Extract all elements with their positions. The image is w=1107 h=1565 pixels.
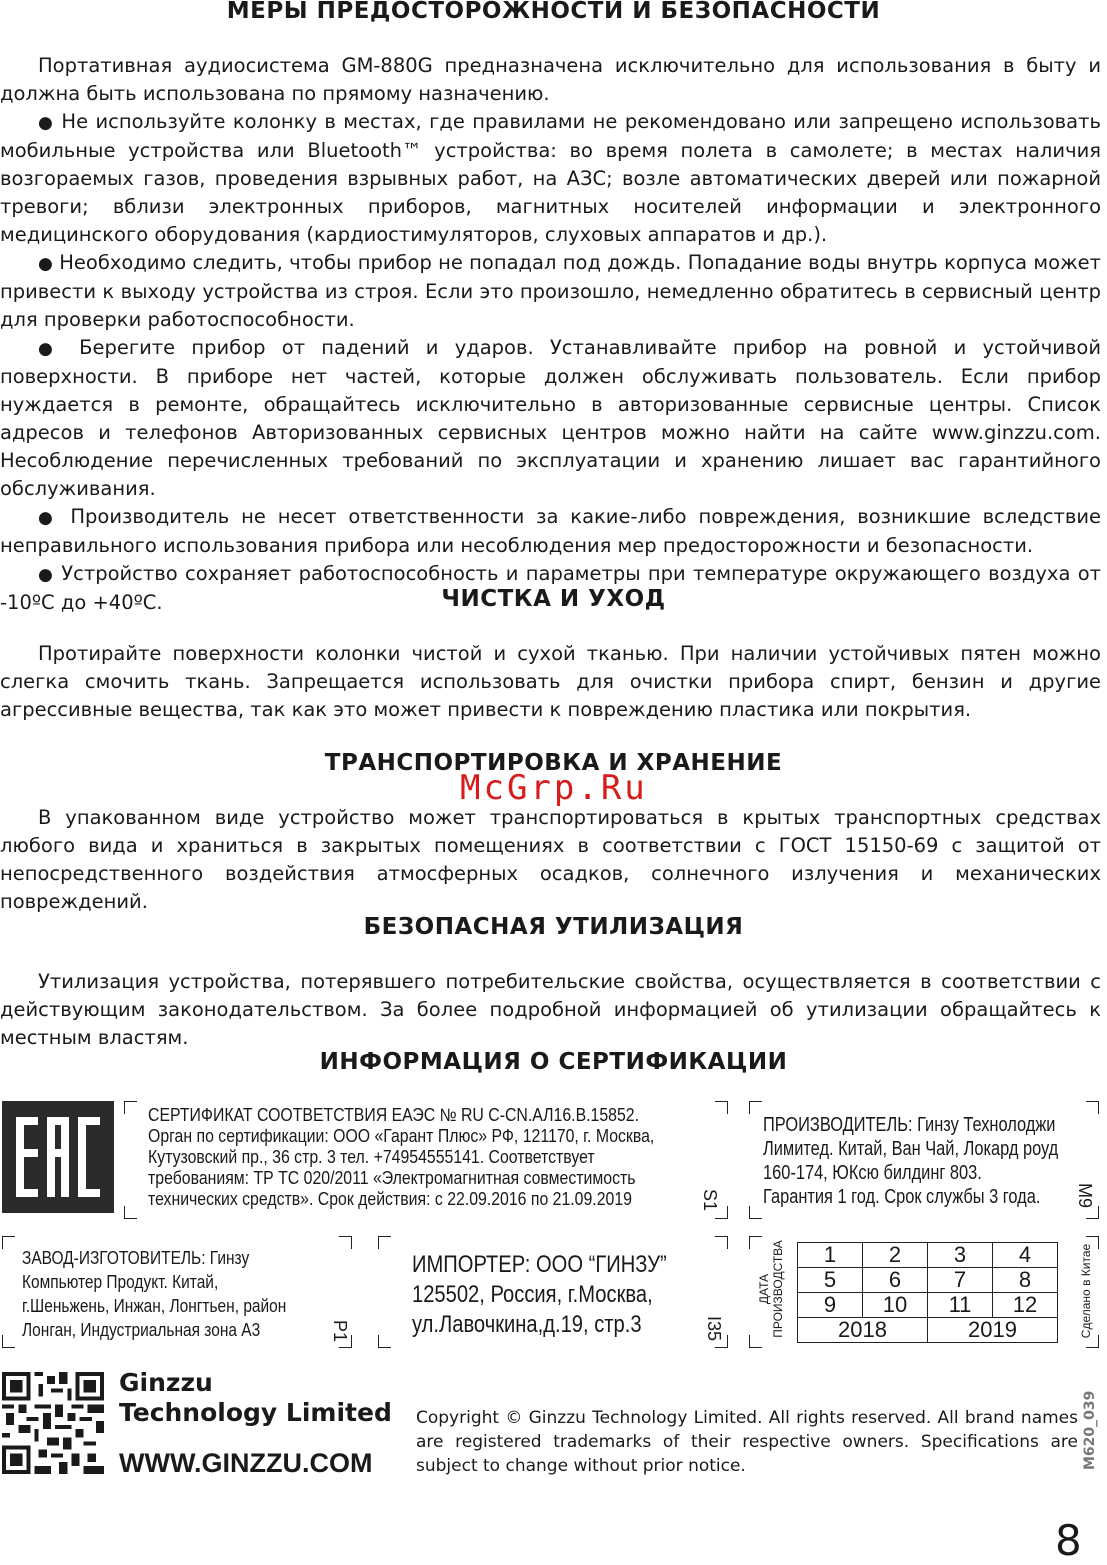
- bullet-icon: ●: [38, 113, 55, 133]
- safety-bullet: ● Устройство сохраняет работоспособность и параметры при температуре окружающего воздуха от -10ºС до +40ºС.: [0, 562, 1101, 614]
- section-title-certification: ИНФОРМАЦИЯ О СЕРТИФИКАЦИИ: [319, 1049, 788, 1075]
- manufacturer-line: ПРОИЗВОДИТЕЛЬ: Гинзу Технолоджи: [763, 1114, 1056, 1136]
- importer-box: [378, 1236, 728, 1348]
- disposal-text: Утилизация устройства, потерявшего потребительские свойства, осуществляется в соответствии с действующим законодательством. За более подробной информацией об утилизации обращайтесь к местным властям.: [0, 970, 1101, 1049]
- transport-text: В упакованном виде устройство может транспортироваться в крытых транспортных средствах любого вида и храниться в закрытых помещениях в соответствии с ГОСТ 15150-69 с защитой от непосредственного воздействия атмосферных осадков, солнечного излучения и механических повреждений.: [0, 806, 1101, 913]
- certificate-line: требованиям: ТР ТС 020/2011 «Электромагнитная совместимость: [148, 1168, 636, 1188]
- bullet-icon: ●: [38, 339, 63, 359]
- section-title-transport: ТРАНСПОРТИРОВКА И ХРАНЕНИЕ: [324, 750, 783, 776]
- website-link[interactable]: WWW.GINZZU.COM: [119, 1448, 373, 1478]
- month-cell: 6: [863, 1268, 928, 1293]
- year-cell: 2018: [798, 1318, 928, 1343]
- transport-body: [0, 804, 1101, 916]
- certificate-line: Орган по сертификации: ООО «Гарант Плюс» РФ, 121170, г. Москва,: [148, 1126, 655, 1146]
- manufacturer-line: Гарантия 1 год. Срок службы 3 года.: [763, 1186, 1041, 1208]
- company-name: [119, 1368, 392, 1428]
- factory-line: г.Шеньжень, Инжан, Лонгтьен, район: [22, 1296, 287, 1316]
- table-row: [798, 1268, 1058, 1293]
- factory-box: [2, 1236, 352, 1348]
- section-title-cleaning: ЧИСТКА И УХОД: [441, 586, 666, 612]
- section-title-safety: МЕРЫ ПРЕДОСТОРОЖНОСТИ И БЕЗОПАСНОСТИ: [226, 0, 881, 24]
- importer-line: ул.Лавочкина,д.19, стр.3: [412, 1311, 642, 1338]
- table-row: [798, 1293, 1058, 1318]
- production-date-grid: [797, 1242, 1058, 1343]
- safety-bullet: ● Берегите прибор от падений и ударов. Устанавливайте прибор на ровной и устойчивой поверхности. В приборе нет частей, которые должен обслуживать пользователь. Если прибор нуждается в ремонте, обращайтесь исключительно в авторизованные сервисные центры. Список адресов и телефонов Авторизованных сервисных центров можно найти на сайте www.ginzzu.com. Несоблюдение перечисленных требований по эксплуатации и хранению лишает вас гарантийного обслуживания.: [0, 336, 1101, 500]
- month-cell: 2: [863, 1243, 928, 1268]
- factory-code: P1: [330, 1320, 350, 1343]
- month-cell: 11: [928, 1293, 993, 1318]
- month-cell: 10: [863, 1293, 928, 1318]
- month-cell: 7: [928, 1268, 993, 1293]
- certificate-box: [124, 1101, 728, 1219]
- month-cell: 8: [993, 1268, 1058, 1293]
- month-cell: 1: [798, 1243, 863, 1268]
- certificate-line: технических средств». Срок действия: с 22.09.2016 по 21.09.2019: [148, 1189, 632, 1209]
- section-title-disposal: БЕЗОПАСНАЯ УТИЛИЗАЦИЯ: [363, 914, 744, 940]
- importer-code: I35: [704, 1316, 724, 1342]
- manufacturer-box: [749, 1101, 1099, 1219]
- table-row: [798, 1243, 1058, 1268]
- month-cell: 4: [993, 1243, 1058, 1268]
- cleaning-text: Протирайте поверхности колонки чистой и сухой тканью. При наличии устойчивых пятен можно слегка смочить ткань. Запрещается использовать для очистки прибора спирт, бензин и другие агрессивные вещества, так как это может привести к повреждению пластика или покрытия.: [0, 642, 1101, 721]
- bullet-icon: ●: [38, 565, 54, 585]
- manufacturer-line: Лимитед. Китай, Ван Чай, Локард роуд: [763, 1138, 1059, 1160]
- month-cell: 12: [993, 1293, 1058, 1318]
- watermark: McGrp.Ru: [460, 768, 648, 808]
- table-row: [798, 1318, 1058, 1343]
- importer-line: 125502, Россия, г.Москва,: [412, 1281, 653, 1308]
- safety-body: [0, 52, 1101, 617]
- page-number: 8: [1055, 1516, 1082, 1565]
- made-in-label: Сделано в Китае: [1079, 1243, 1093, 1339]
- manufacturer-code: M9: [1075, 1183, 1095, 1209]
- year-cell: 2019: [928, 1318, 1058, 1343]
- month-cell: 3: [928, 1243, 993, 1268]
- eac-logo-graphic: [2, 1101, 114, 1213]
- factory-line: ЗАВОД-ИЗГОТОВИТЕЛЬ: Гинзу: [22, 1248, 250, 1268]
- certificate-line: Кутузовский пр., 36 стр. 3 тел. +74954555141. Соответствует: [148, 1147, 595, 1167]
- importer-line: ИМПОРТЕР: ООО “ГИНЗУ”: [412, 1251, 667, 1278]
- safety-bullet: ● Производитель не несет ответственности за какие-либо повреждения, возникшие вследствие неправильного использования прибора или несоблюдения мер предосторожности и безопасности.: [0, 505, 1101, 557]
- manufacturer-line: 160-174, ЮКсю билдинг 803.: [763, 1162, 982, 1184]
- company-name-line: Ginzzu: [119, 1368, 213, 1397]
- safety-bullet: ● Необходимо следить, чтобы прибор не попадал под дождь. Попадание воды внутрь корпуса может привести к выходу устройства из строя. Если это произошло, немедленно обратитесь в сервисный центр для проверки работоспособности.: [0, 251, 1101, 331]
- bullet-icon: ●: [38, 508, 59, 528]
- month-cell: 5: [798, 1268, 863, 1293]
- factory-line: Компьютер Продукт. Китай,: [22, 1272, 219, 1292]
- eac-logo: [2, 1101, 114, 1213]
- certificate-code: S1: [700, 1189, 720, 1212]
- safety-bullet: ● Не используйте колонку в местах, где правилами не рекомендовано или запрещено использовать мобильные устройства или Bluetooth™ устройства: во время полета в самолете; в местах наличия возгораемых газов, проведения взрывных работ, на АЗС; возле автоматических дверей или пожарной тревоги; вблизи электронных приборов, магнитных носителей информации и электронного медицинского оборудования (кардиостимуляторов, слуховых аппаратов и др.).: [0, 110, 1101, 246]
- bullet-icon: ●: [38, 254, 53, 274]
- cleaning-body: [0, 640, 1101, 724]
- qr-code-icon: [2, 1372, 104, 1474]
- certificate-line: СЕРТИФИКАТ СООТВЕТСТВИЯ ЕАЭС № RU C-CN.АЛ16.В.15852.: [148, 1105, 639, 1125]
- production-date-label: ДАТА: [757, 1273, 771, 1305]
- document-code: M620_039: [1082, 1390, 1098, 1470]
- copyright-text: Copyright © Ginzzu Technology Limited. All rights reserved. All brand names are registered trademarks of their respective owners. Specifications are subject to change without prior notice.: [416, 1408, 1078, 1476]
- safety-intro: Портативная аудиосистема GM-880G предназначена исключительно для использования в быту и должна быть использована по прямому назначению.: [0, 54, 1101, 105]
- disposal-body: [0, 968, 1101, 1052]
- factory-line: Лонган, Индустриальная зона А3: [22, 1320, 261, 1340]
- month-cell: 9: [798, 1293, 863, 1318]
- production-date-label: ПРОИЗВОДСТВА: [771, 1240, 785, 1338]
- company-name-line: Technology Limited: [119, 1398, 392, 1427]
